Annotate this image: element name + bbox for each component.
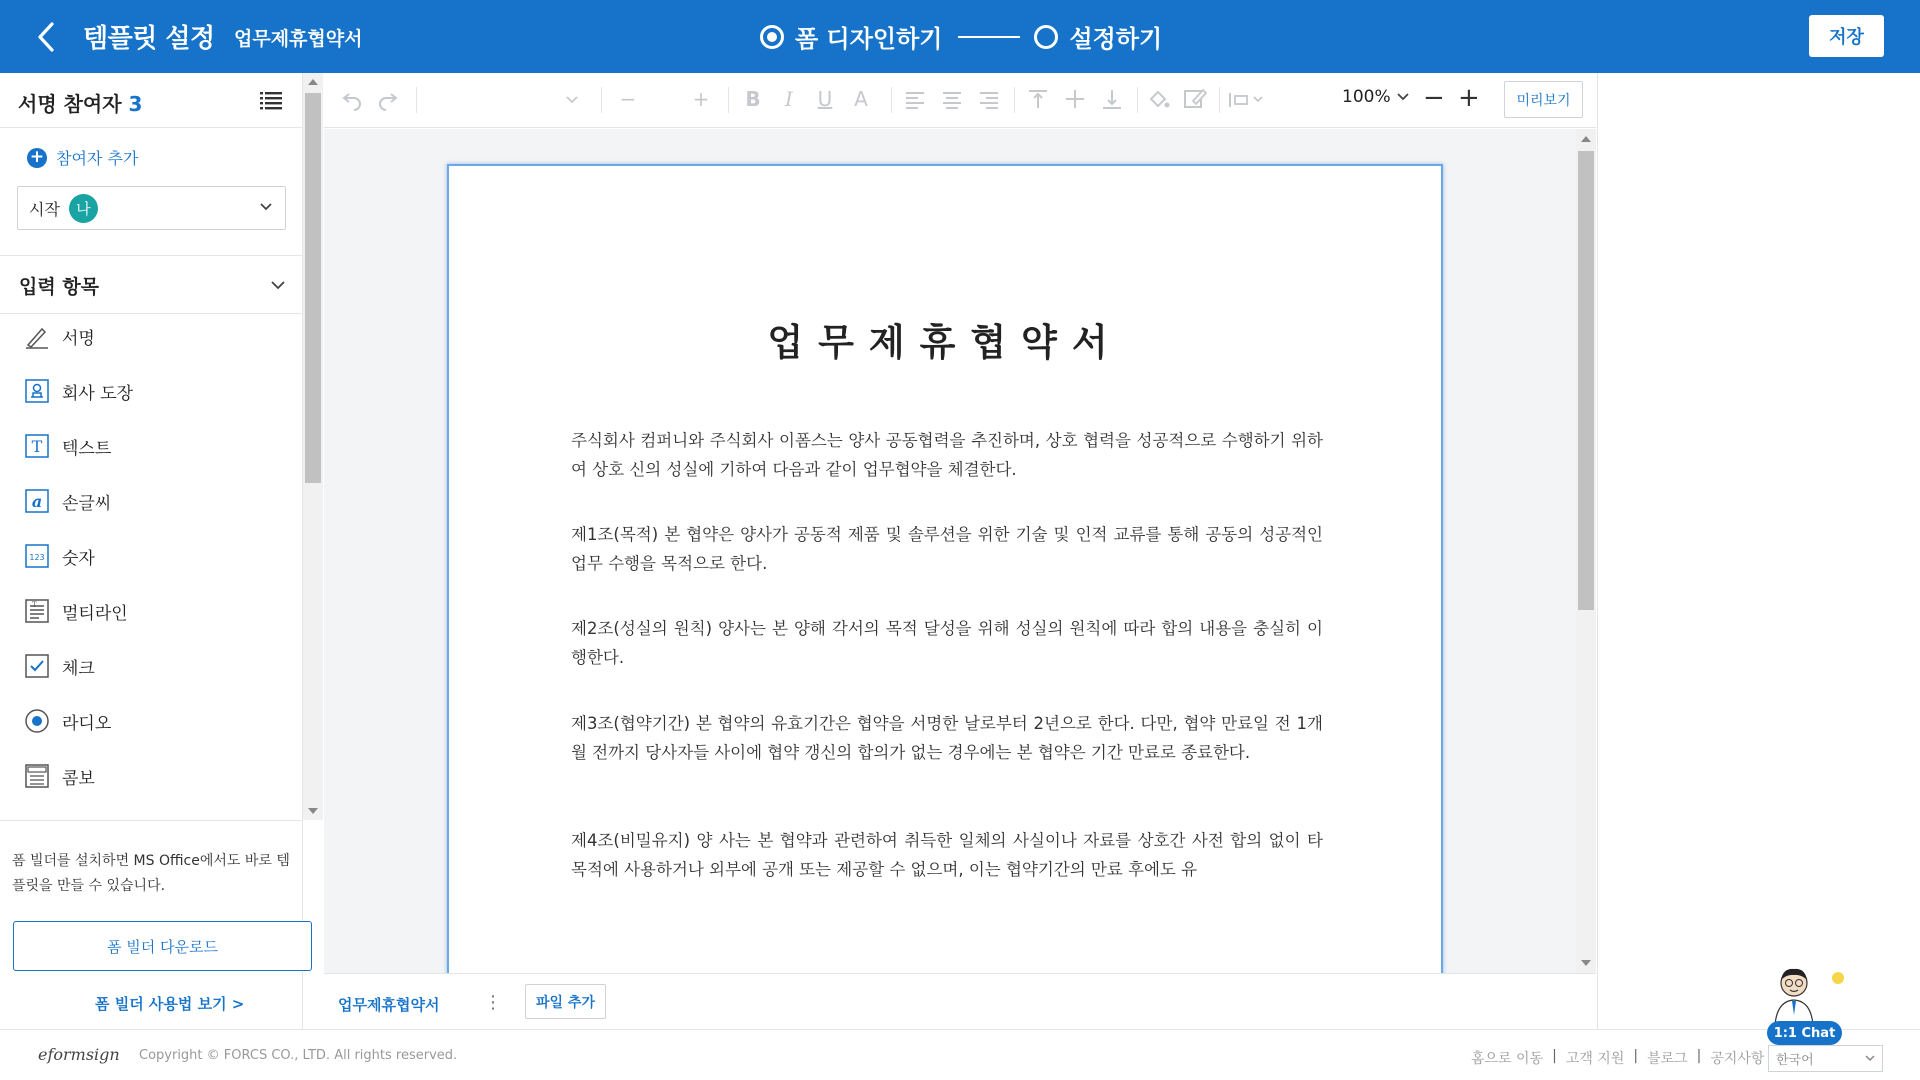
list-view-icon[interactable] — [260, 90, 282, 110]
save-button[interactable]: 저장 — [1809, 15, 1884, 57]
scroll-down-arrow[interactable] — [1581, 960, 1591, 966]
fill-color-icon[interactable] — [1147, 85, 1171, 113]
checkbox-icon — [24, 653, 50, 679]
undo-icon[interactable] — [340, 85, 364, 113]
language-value: 한국어 — [1776, 1053, 1814, 1068]
document-title: 업무제휴협약서 — [234, 28, 363, 50]
footer-link-divider: | — [1633, 1048, 1639, 1064]
zoom-value: 100% — [1342, 87, 1391, 107]
toolbar-divider — [601, 87, 602, 113]
footer-link-blog[interactable]: 블로그 — [1647, 1051, 1688, 1067]
chevron-down-icon — [1864, 1054, 1876, 1064]
scroll-up-arrow[interactable] — [1581, 136, 1591, 142]
back-arrow-icon[interactable] — [32, 20, 62, 54]
step-indicator — [760, 19, 1162, 54]
field-item-handwriting[interactable] — [24, 488, 111, 514]
document-paragraph: 제1조(목적) 본 협약은 양사가 공동적 제품 및 솔루션을 위한 기술 및 인적 교류를 통해 공동의 성공적인 업무 수행을 목적으로 한다. — [571, 525, 1323, 573]
svg-text:T: T — [32, 601, 37, 609]
field-item-label: 라디오 — [62, 713, 112, 734]
divider — [0, 820, 303, 821]
toolbar-divider — [1219, 87, 1220, 113]
participants-label: 서명 참여자 — [18, 92, 122, 116]
field-item-label: 회사 도장 — [62, 383, 134, 404]
input-items-heading: 입력 항목 — [19, 276, 100, 298]
add-participant-button[interactable] — [27, 146, 138, 169]
preview-button[interactable]: 미리보기 — [1504, 81, 1583, 118]
toolbar-divider — [416, 87, 417, 113]
text-color-icon[interactable]: A — [854, 87, 868, 111]
field-item-label: 멀티라인 — [62, 603, 128, 624]
font-size-decrease-icon[interactable]: − — [619, 87, 637, 111]
number-icon — [24, 543, 50, 569]
radio-icon — [24, 708, 50, 734]
stamp-icon — [24, 378, 50, 404]
step-radio-design[interactable] — [760, 25, 784, 49]
scroll-thumb[interactable] — [305, 93, 321, 483]
form-builder-download-button[interactable]: 폼 빌더 다운로드 — [13, 921, 312, 971]
italic-icon[interactable]: I — [785, 87, 793, 111]
zoom-out-button[interactable]: − — [1423, 83, 1445, 113]
field-item-number[interactable] — [24, 543, 95, 569]
field-item-check[interactable] — [24, 653, 95, 679]
step-settings-label[interactable]: 설정하기 — [1069, 25, 1163, 53]
svg-text:123: 123 — [29, 553, 45, 562]
align-right-icon[interactable] — [978, 85, 1000, 113]
svg-text:T: T — [31, 437, 43, 456]
chat-status-dot — [1832, 972, 1844, 984]
file-tab[interactable]: 업무제휴협약서 — [338, 996, 440, 1014]
divider — [0, 127, 303, 128]
chevron-down-icon — [1396, 91, 1410, 103]
brand-logo: eformsign — [38, 1045, 120, 1064]
field-item-label: 손글씨 — [62, 493, 112, 514]
font-dropdown-chevron-icon[interactable] — [564, 85, 580, 113]
align-center-icon[interactable] — [941, 85, 963, 113]
document-paragraph: 제3조(협약기간) 본 협약의 유효기간은 협약을 서명한 날로부터 2년으로 한다. 다만, 협약 만료일 전 1개월 전까지 당사자들 사이에 협약 갱신의 합의가 없는 경우에는 본 협약은 기간 만료로 종료한다. — [571, 714, 1323, 762]
field-item-signature[interactable] — [24, 323, 95, 349]
toolbar-divider — [1137, 87, 1138, 113]
add-participant-label: 참여자 추가 — [56, 149, 139, 168]
plus-circle-icon: + — [27, 148, 47, 168]
copyright-text: Copyright © FORCS CO., LTD. All rights reserved. — [139, 1048, 458, 1063]
participants-count: 3 — [128, 92, 143, 116]
sidebar-scrollbar[interactable] — [303, 73, 323, 820]
participant-badge: 나 — [69, 194, 98, 223]
handwriting-icon — [24, 488, 50, 514]
field-item-combo[interactable] — [24, 763, 95, 789]
multiline-icon — [24, 598, 50, 624]
field-item-multiline[interactable] — [24, 598, 128, 624]
field-item-label: 서명 — [62, 328, 95, 349]
top-bar — [0, 0, 1920, 73]
document-heading: 업무제휴협약서 — [767, 320, 1123, 364]
chat-agent-avatar-icon[interactable] — [1765, 963, 1823, 1025]
step-connector — [958, 36, 1020, 38]
svg-text:a: a — [31, 492, 43, 511]
form-builder-howto-link[interactable]: 폼 빌더 사용법 보기 > — [95, 995, 245, 1013]
redo-icon[interactable] — [376, 85, 400, 113]
signature-icon — [24, 323, 50, 349]
border-edit-icon[interactable] — [1183, 85, 1207, 113]
field-item-label: 텍스트 — [62, 438, 112, 459]
bold-icon[interactable]: B — [745, 87, 761, 111]
divider — [0, 255, 303, 256]
footer-link-home[interactable]: 홈으로 이동 — [1471, 1051, 1544, 1067]
document-paragraph: 제2조(성실의 원칙) 양사는 본 양해 각서의 목적 달성을 위해 성실의 원칙에 따라 합의 내용을 충실히 이행한다. — [571, 619, 1323, 667]
scroll-down-arrow[interactable] — [308, 808, 318, 814]
document-page[interactable] — [447, 164, 1443, 973]
step-design-label[interactable]: 폼 디자인하기 — [795, 25, 943, 53]
document-canvas — [324, 129, 1576, 973]
toolbar-divider — [891, 87, 892, 113]
align-left-icon[interactable] — [904, 85, 926, 113]
font-size-increase-icon[interactable]: + — [692, 87, 710, 111]
footer-link-divider: | — [1552, 1048, 1557, 1064]
footer — [0, 1029, 1920, 1080]
canvas-scrollbar[interactable] — [1576, 129, 1596, 973]
chat-button[interactable]: 1:1 Chat — [1767, 1021, 1842, 1045]
field-item-label: 콤보 — [62, 768, 95, 789]
border-style-dropdown-icon[interactable] — [1227, 85, 1267, 113]
document-paragraph: 제4조(비밀유지) 양 사는 본 협약과 관련하여 취득한 일체의 사실이나 자료를 상호간 사전 합의 없이 타 목적에 사용하거나 외부에 공개 또는 제공할 수 없으며, 이는 협약기간의 만료 후에도 유 — [571, 831, 1323, 879]
combo-icon — [24, 763, 50, 789]
field-item-label: 숫자 — [62, 548, 95, 569]
page-title: 템플릿 설정 — [83, 24, 215, 54]
valign-top-icon[interactable] — [1027, 85, 1049, 113]
footer-links — [1471, 1048, 1764, 1068]
scroll-up-arrow[interactable] — [308, 79, 318, 85]
valign-middle-icon[interactable] — [1064, 85, 1086, 113]
field-item-label: 체크 — [62, 658, 95, 679]
toolbar-divider — [728, 87, 729, 113]
divider — [0, 313, 303, 314]
underline-icon[interactable]: U — [817, 87, 833, 111]
add-file-button[interactable]: 파일 추가 — [525, 984, 606, 1019]
valign-bottom-icon[interactable] — [1101, 85, 1123, 113]
field-item-stamp[interactable] — [24, 378, 133, 404]
toolbar-divider — [1014, 87, 1015, 113]
document-paragraph: 주식회사 컴퍼니와 주식회사 이폼스는 양사 공동협력을 추진하며, 상호 협력을 성공적으로 수행하기 위하여 상호 신의 성실에 기하여 다음과 같이 업무협약을 체결한다. — [571, 431, 1323, 479]
field-item-text[interactable] — [24, 433, 111, 459]
more-options-icon[interactable]: ⋮ — [484, 992, 502, 1013]
footer-link-divider: | — [1696, 1048, 1702, 1064]
footer-link-notice[interactable]: 공지사항 — [1710, 1051, 1765, 1067]
zoom-select[interactable] — [1342, 87, 1410, 107]
chevron-down-icon[interactable] — [270, 278, 286, 292]
chevron-down-icon — [259, 200, 273, 214]
file-tab-bar — [324, 973, 1596, 1029]
start-participant-select[interactable] — [17, 186, 286, 230]
editor-toolbar — [324, 73, 1596, 128]
footer-link-support[interactable]: 고객 지원 — [1565, 1051, 1625, 1067]
participants-heading — [18, 88, 142, 117]
properties-panel — [1597, 73, 1920, 1029]
text-icon — [24, 433, 50, 459]
zoom-in-button[interactable]: + — [1458, 83, 1480, 113]
start-label: 시작 — [29, 199, 60, 219]
step-radio-settings[interactable] — [1034, 25, 1058, 49]
form-builder-promo: 폼 빌더를 설치하면 MS Office에서도 바로 템플릿을 만들 수 있습니다. — [12, 853, 290, 894]
language-select[interactable] — [1768, 1045, 1883, 1072]
scroll-thumb[interactable] — [1578, 151, 1594, 610]
field-item-radio[interactable] — [24, 708, 111, 734]
